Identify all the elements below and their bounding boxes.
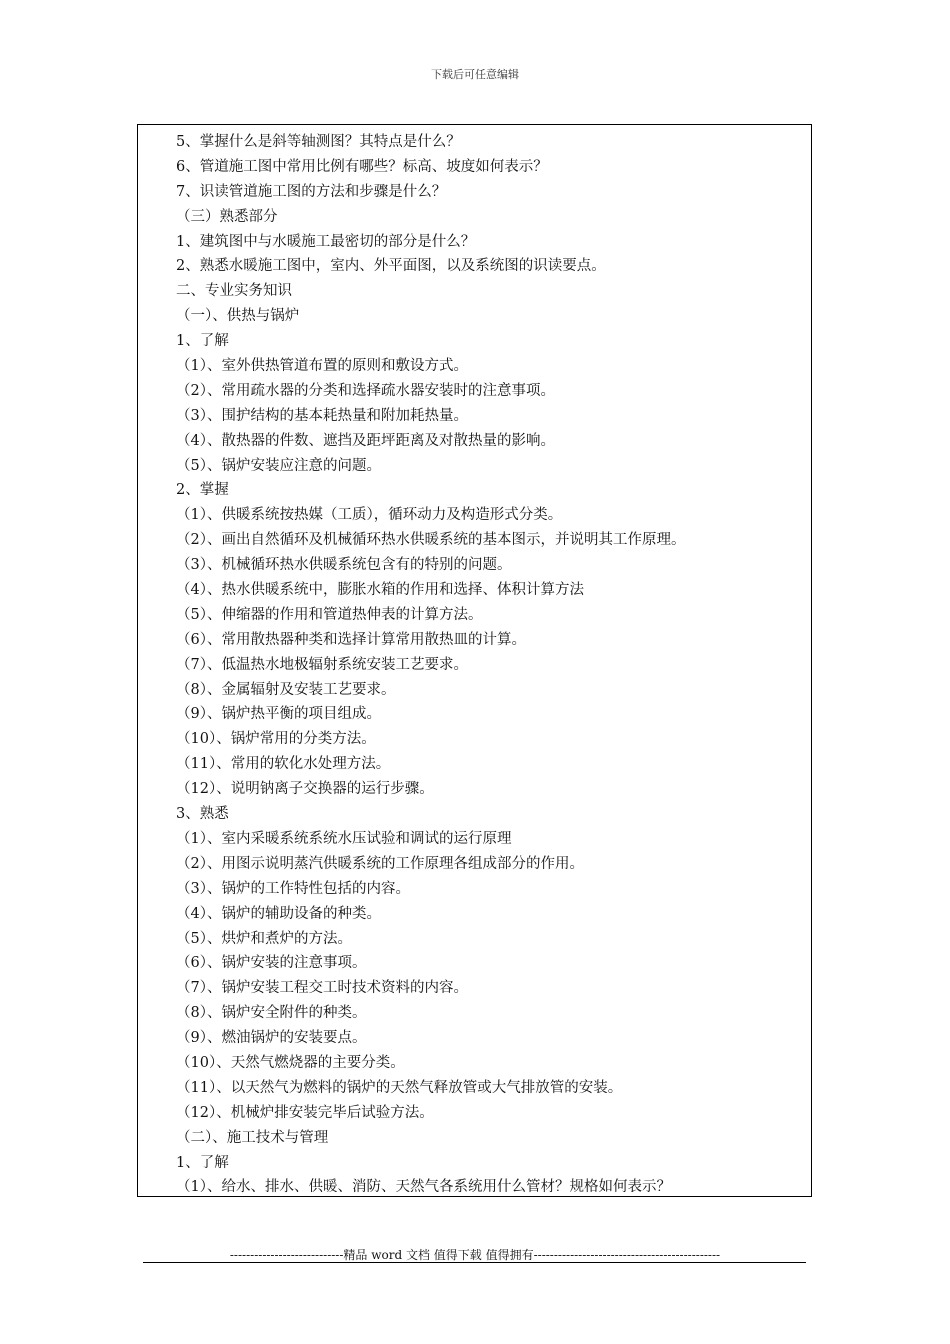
text-line: （6）、锅炉安装的注意事项。 (176, 955, 367, 972)
text-line: （9）、燃油锅炉的安装要点。 (176, 1030, 367, 1047)
text-line: 1、了解 (176, 333, 229, 350)
text-line: （4）、锅炉的辅助设备的种类。 (176, 905, 381, 922)
text-line: （2）、画出自然循环及机械循环热水供暖系统的基本图示，并说明其工作原理。 (176, 532, 686, 549)
text-line: （1）、供暖系统按热媒（工质），循环动力及构造形式分类。 (176, 507, 563, 524)
text-line: （2）、用图示说明蒸汽供暖系统的工作原理各组成部分的作用。 (176, 855, 584, 872)
text-line: 2、掌握 (176, 482, 229, 499)
text-line: （一）、供热与锅炉 (176, 308, 300, 325)
text-line: 5、掌握什么是斜等轴测图？其特点是什么？ (176, 134, 461, 150)
text-line: （3）、机械循环热水供暖系统包含有的特别的问题。 (176, 557, 512, 574)
content-table-cell (137, 124, 812, 1197)
text-line: 2、熟悉水暖施工图中，室内、外平面图，以及系统图的识读要点。 (176, 258, 606, 275)
page-footer: ----------------------------精品 word 文档 值得下载 值得拥有---------------------------------------------- (229, 1248, 721, 1262)
text-line: （三）熟悉部分 (176, 208, 278, 225)
text-line: （4）、散热器的件数、遮挡及距坪距离及对散热量的影响。 (176, 432, 555, 449)
text-line: （6）、常用散热器种类和选择计算常用散热皿的计算。 (176, 631, 526, 648)
text-line: 3、熟悉 (176, 806, 229, 823)
text-line: （5）、锅炉安装应注意的问题。 (176, 457, 381, 474)
text-line: 1、建筑图中与水暖施工最密切的部分是什么？ (176, 233, 476, 250)
text-line: （10）、天然气燃烧器的主要分类。 (176, 1054, 405, 1071)
text-line: （5）、伸缩器的作用和管道热伸表的计算方法。 (176, 606, 483, 623)
text-line: 7、识读管道施工图的方法和步骤是什么？ (176, 183, 447, 200)
text-line: （12）、机械炉排安装完毕后试验方法。 (176, 1104, 434, 1121)
text-line: （1）、给水、排水、供暖、消防、天然气各系统用什么管材？规格如何表示？ (176, 1179, 671, 1196)
text-line: （12）、说明钠离子交换器的运行步骤。 (176, 781, 434, 798)
text-line: 1、了解 (176, 1154, 229, 1171)
text-line: （2）、常用疏水器的分类和选择疏水器安装时的注意事项。 (176, 382, 555, 399)
text-line: （二）、施工技术与管理 (176, 1129, 329, 1146)
text-line: （8）、金属辐射及安装工艺要求。 (176, 681, 396, 698)
text-line: 二、专业实务知识 (176, 283, 292, 300)
text-line: （1）、室内采暖系统系统水压试验和调试的运行原理 (176, 830, 512, 847)
text-line: （8）、锅炉安全附件的种类。 (176, 1005, 367, 1022)
text-line: （10）、锅炉常用的分类方法。 (176, 731, 376, 748)
text-line: （1）、室外供热管道布置的原则和敷设方式。 (176, 358, 468, 375)
text-lines (176, 130, 807, 1200)
text-line: （11）、常用的软化水处理方法。 (176, 756, 391, 773)
footer-rule (143, 1262, 806, 1263)
text-line: （5）、烘炉和煮炉的方法。 (176, 930, 352, 947)
text-line: （7）、锅炉安装工程交工时技术资料的内容。 (176, 980, 468, 997)
text-line: （4）、热水供暖系统中，膨胀水箱的作用和选择、体积计算方法 (176, 582, 584, 599)
text-line: （7）、低温热水地极辐射系统安装工艺要求。 (176, 656, 468, 673)
text-line: （9）、锅炉热平衡的项目组成。 (176, 706, 381, 723)
text-line: （3）、围护结构的基本耗热量和附加耗热量。 (176, 407, 468, 424)
text-line: 6、管道施工图中常用比例有哪些？标高、坡度如何表示？ (176, 158, 548, 175)
text-line: （3）、锅炉的工作特性包括的内容。 (176, 880, 410, 897)
page-header: 下载后可任意编辑 (431, 68, 519, 81)
text-line: （11）、以天然气为燃料的锅炉的天然气释放管或大气排放管的安装。 (176, 1079, 623, 1096)
